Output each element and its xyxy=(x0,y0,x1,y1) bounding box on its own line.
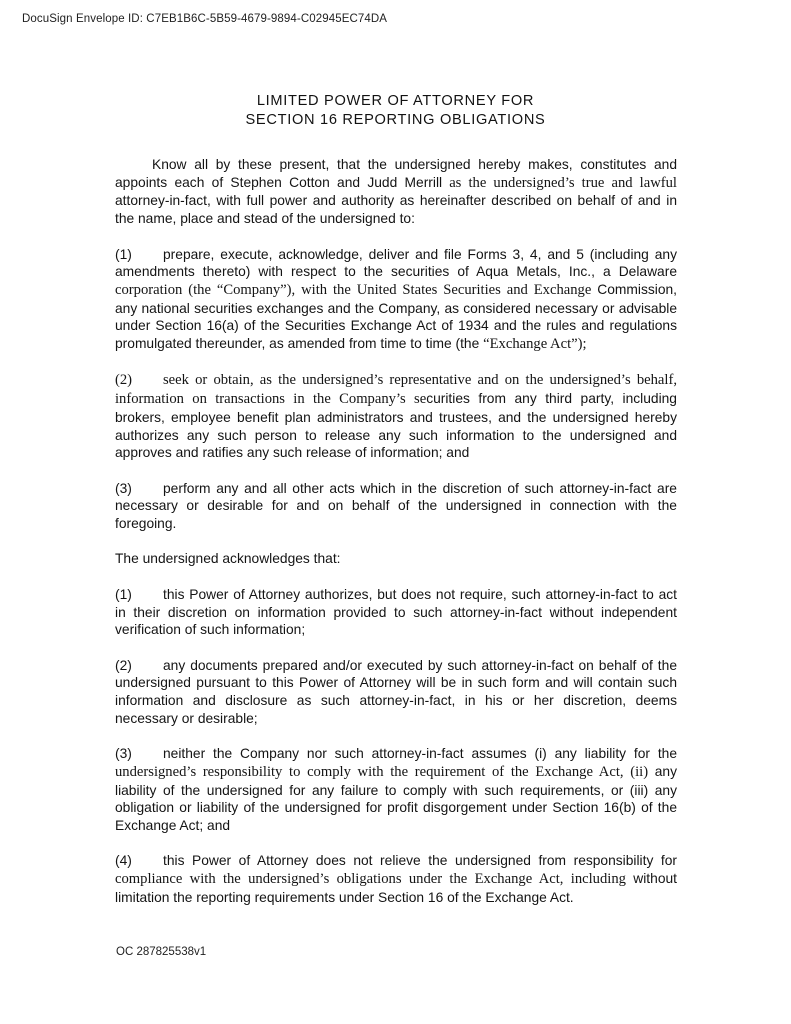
paragraph-ack-3 xyxy=(115,745,677,835)
document-code: OC 287825538v1 xyxy=(116,946,207,958)
paragraph-number: (4) xyxy=(115,853,132,869)
document-title-line1: LIMITED POWER OF ATTORNEY FOR xyxy=(256,93,535,109)
text-run: Commission, any national securities exchanges and the Company, as considered necessary or advisable under Section 16(a) of the Securities Exchange Act of 1934 and the rules and regulations promulgated thereunder, as amended from time to time (the xyxy=(115,281,677,352)
paragraph-power-2 xyxy=(115,371,677,462)
text-run: as the undersigned’s true and lawful xyxy=(442,174,677,191)
text-run: neither the Company nor such attorney-in-fact assumes (i) any liability for the xyxy=(163,746,677,762)
text-run: this Power of Attorney authorizes, but does not require, such attorney-in-fact to act in their discretion on information provided to such attorney-in-fact without independent verification of such information; xyxy=(115,586,677,638)
text-run: “Exchange Act”); xyxy=(483,336,587,353)
text-run: undersigned’s responsibility to comply with the requirement of the Exchange Act, (ii) xyxy=(115,763,655,780)
docusign-envelope-id: DocuSign Envelope ID: C7EB1B6C-5B59-4679-9894-C02945EC74DA xyxy=(22,13,388,25)
paragraph-power-1 xyxy=(115,246,677,354)
paragraph-ack-2 xyxy=(115,657,677,728)
text-run: prepare, execute, acknowledge, deliver and file Forms 3, 4, and 5 (including any amendments thereto) with respect to the securities of Aqua Metals, Inc., a Delaware xyxy=(115,246,677,280)
text-run: seek or obtain, as the undersigned’s representative and on the undersigned’s behalf, information on transactions in the Company’s se xyxy=(115,372,677,408)
paragraph-number: (1) xyxy=(115,586,132,602)
text-run: any liability of the undersigned for any failure to comply with such requirements, or (iii) any obligation or liability of the undersigned for profit disgorgement under Section 16(b) of the Exchange Act; and xyxy=(115,763,677,833)
text-run: curities from any third party, including brokers, employee benefit plan administrators and trustees, and the undersigned hereby authorizes any such person to release any such information to the undersigned and approves and ratifies any such release of information; and xyxy=(115,391,677,461)
paragraph-number: (2) xyxy=(115,372,133,389)
paragraph-number: (2) xyxy=(115,657,132,673)
paragraph-ack-1 xyxy=(115,586,677,639)
paragraph-power-3 xyxy=(115,480,677,533)
paragraph-number: (3) xyxy=(115,480,132,496)
text-run: Know all by these present, that the undersigned hereby makes, constitutes and appoints each of Stephen Cotton and Judd Merrill xyxy=(115,157,677,190)
paragraph-intro xyxy=(115,156,677,228)
text-run: attorney-in-fact, with full power and authority as hereinafter described on behalf of and in the name, place and stead of the undersigned to: xyxy=(115,193,677,227)
paragraph-ack-4 xyxy=(115,852,677,906)
text-run: compliance with the undersigned’s obligations under the Exchange Act, including xyxy=(115,871,634,887)
paragraph-number: (1) xyxy=(115,246,132,262)
paragraph-number: (3) xyxy=(115,746,132,762)
document-body xyxy=(115,156,677,906)
document-title xyxy=(0,92,791,131)
document-title-line2: SECTION 16 REPORTING OBLIGATIONS xyxy=(245,112,546,129)
text-run: corporation (the “Company”), with the United States Securities and Exchange xyxy=(115,281,598,298)
text-run: any documents prepared and/or executed by such attorney-in-fact on behalf of the undersigned pursuant to this Power of Attorney will be in such form and will contain such information and disclosure as such attorney-in-fact, in his or her discretion, deems necessary or desirable; xyxy=(115,657,677,726)
text-run: this Power of Attorney does not relieve the undersigned from responsibility for xyxy=(163,853,677,869)
text-run: without limitation the reporting requirements under Section 16 of the Exchange Act. xyxy=(115,871,677,905)
paragraph-acknowledgment-intro: The undersigned acknowledges that: xyxy=(115,551,341,567)
text-run: perform any and all other acts which in the discretion of such attorney-in-fact are necessary or desirable for and on behalf of the undersigned in connection with the foregoing. xyxy=(115,480,677,532)
